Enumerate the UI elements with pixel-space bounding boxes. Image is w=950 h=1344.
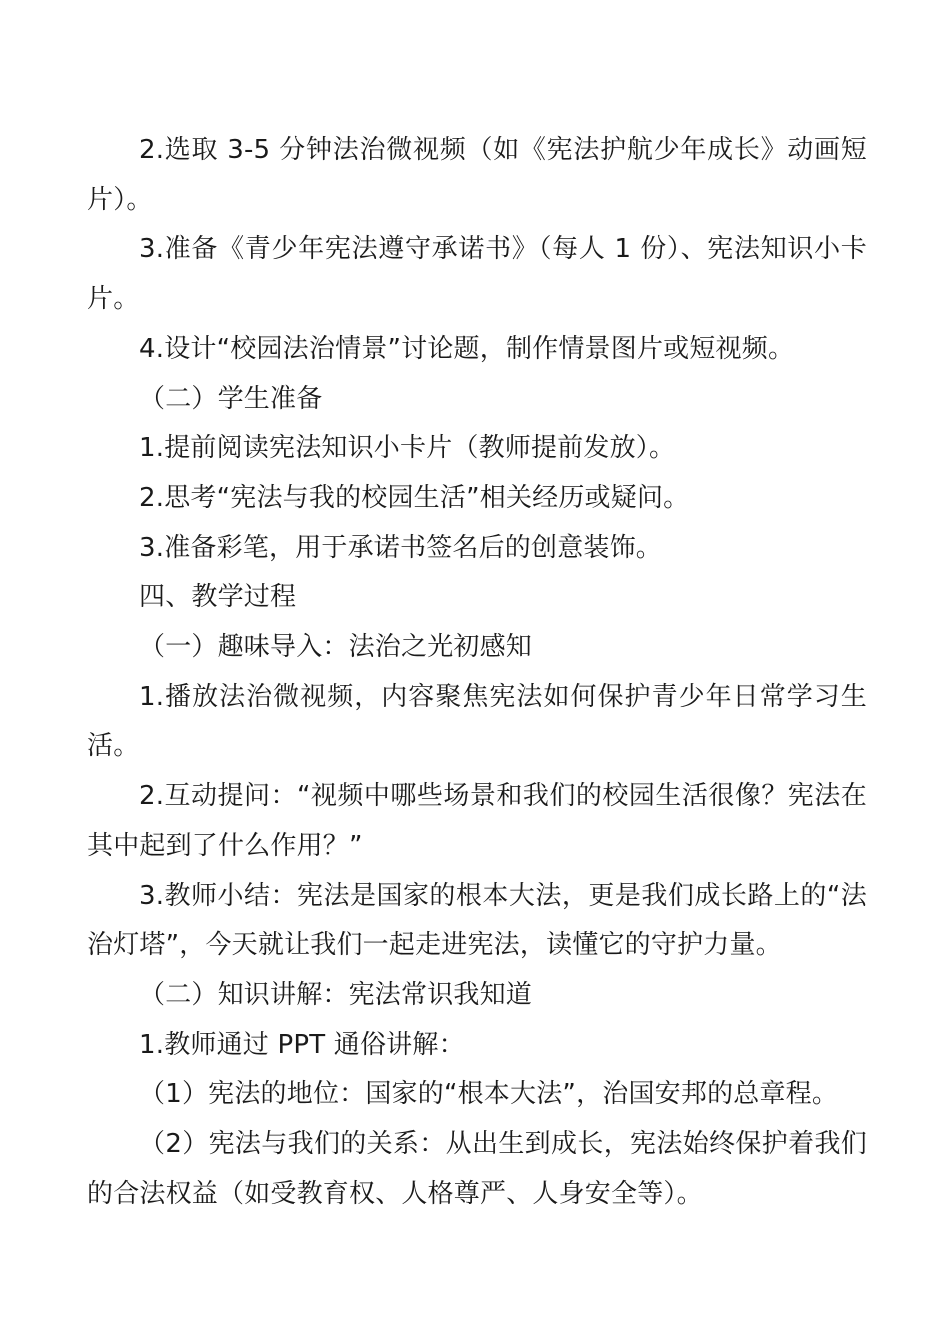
document-body (87, 126, 867, 1219)
paragraph-prep-video: 2.选取 3-5 分钟法治微视频（如《宪法护航少年成长》动画短片）。 (87, 135, 867, 215)
paragraph-ppt-explanation: 1.教师通过 PPT 通俗讲解： (139, 1029, 465, 1060)
paragraph-student-read: 1.提前阅读宪法知识小卡片（教师提前发放）。 (139, 433, 676, 464)
section-heading-student-prep: （二）学生准备 (139, 383, 323, 414)
paragraph-student-pens: 3.准备彩笔，用于承诺书签名后的创意装饰。 (139, 532, 663, 563)
paragraph-constitution-relation: （2）宪法与我们的关系：从出生到成长，宪法始终保护着我们的合法权益（如受教育权、人格尊严、人身安全等）。 (87, 1129, 867, 1209)
paragraph-prep-pledge: 3.准备《青少年宪法遵守承诺书》（每人 1 份）、宪法知识小卡片。 (87, 234, 867, 315)
paragraph-play-video: 1.播放法治微视频，内容聚焦宪法如何保护青少年日常学习生活。 (87, 681, 867, 762)
paragraph-prep-scenario: 4.设计“校园法治情景”讨论题，制作情景图片或短视频。 (139, 333, 795, 364)
paragraph-student-think: 2.思考“宪法与我的校园生活”相关经历或疑问。 (139, 482, 690, 513)
paragraph-teacher-summary: 3.教师小结：宪法是国家的根本大法，更是我们成长路上的“法治灯塔”，今天就让我们一起走进宪法，读懂它的守护力量。 (87, 880, 867, 961)
paragraph-interactive-question: 2.互动提问：“视频中哪些场景和我们的校园生活很像？宪法在其中起到了什么作用？” (87, 781, 867, 861)
section-heading-introduction: （一）趣味导入：法治之光初感知 (139, 632, 533, 663)
paragraph-constitution-status: （1）宪法的地位：国家的“根本大法”，治国安邦的总章程。 (139, 1079, 839, 1110)
section-heading-knowledge: （二）知识讲解：宪法常识我知道 (139, 979, 533, 1010)
section-heading-teaching-process: 四、教学过程 (139, 582, 297, 613)
